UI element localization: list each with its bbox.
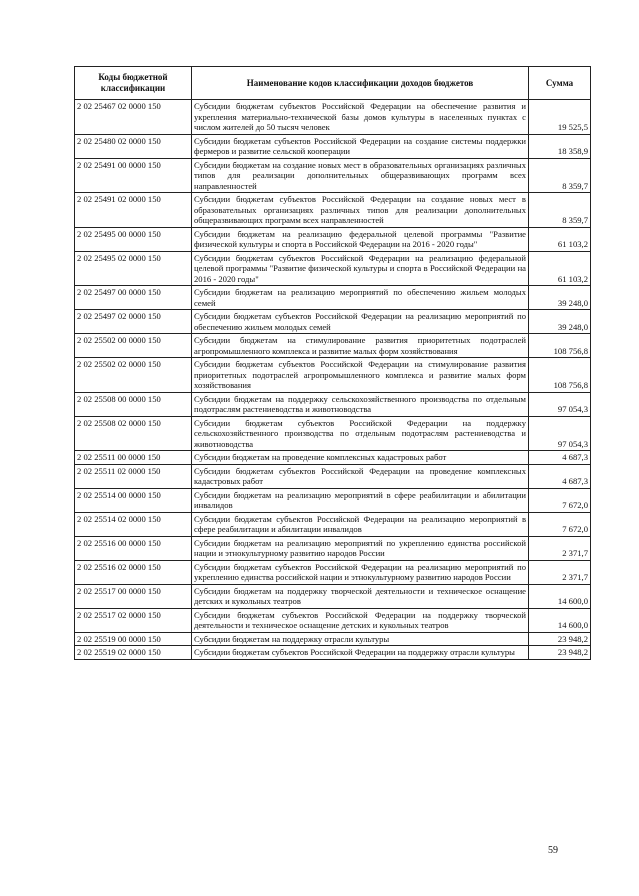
table-row bbox=[75, 251, 591, 286]
name-cell: Субсидии бюджетам на реализацию мероприятий по укреплению единства российской нации и этнокультурному развитию народов России bbox=[192, 536, 529, 560]
name-cell: Субсидии бюджетам субъектов Российской Федерации на создание системы поддержки фермеров и развитие сельской кооперации bbox=[192, 134, 529, 158]
name-cell: Субсидии бюджетам на реализацию федеральной целевой программы "Развитие физической культуры и спорта в Российской Федерации на 2016 - 2020 годы" bbox=[192, 227, 529, 251]
code-cell: 2 02 25508 02 0000 150 bbox=[75, 416, 192, 451]
name-cell: Субсидии бюджетам на реализацию мероприятий в сфере реабилитации и абилитации инвалидов bbox=[192, 488, 529, 512]
code-cell: 2 02 25519 02 0000 150 bbox=[75, 646, 192, 660]
name-cell: Субсидии бюджетам субъектов Российской Федерации на реализацию федеральной целевой программы "Развитие физической культуры и спорта в Российской Федерации на 2016 - 2020 годы" bbox=[192, 251, 529, 286]
name-cell: Субсидии бюджетам на проведение комплексных кадастровых работ bbox=[192, 451, 529, 465]
name-cell: Субсидии бюджетам субъектов Российской Федерации на реализацию мероприятий в сфере реабилитации и абилитации инвалидов bbox=[192, 512, 529, 536]
code-cell: 2 02 25516 02 0000 150 bbox=[75, 560, 192, 584]
sum-cell: 18 358,9 bbox=[529, 134, 591, 158]
sum-cell: 61 103,2 bbox=[529, 227, 591, 251]
name-cell: Субсидии бюджетам субъектов Российской Федерации на обеспечение развития и укрепления материально-технической базы домов культуры в населенных пунктах с числом жителей до 50 тысяч человек bbox=[192, 100, 529, 135]
name-cell: Субсидии бюджетам на реализацию мероприятий по обеспечению жильем молодых семей bbox=[192, 286, 529, 310]
sum-cell: 61 103,2 bbox=[529, 251, 591, 286]
budget-classification-table bbox=[74, 66, 591, 660]
code-cell: 2 02 25516 00 0000 150 bbox=[75, 536, 192, 560]
code-cell: 2 02 25511 00 0000 150 bbox=[75, 451, 192, 465]
header-name: Наименование кодов классификации доходов бюджетов bbox=[192, 67, 529, 100]
code-cell: 2 02 25491 02 0000 150 bbox=[75, 193, 192, 228]
table-row bbox=[75, 536, 591, 560]
code-cell: 2 02 25508 00 0000 150 bbox=[75, 392, 192, 416]
name-cell: Субсидии бюджетам на стимулирование развития приоритетных подотраслей агропромышленного комплекса и развитие малых форм хозяйствования bbox=[192, 334, 529, 358]
sum-cell: 23 948,2 bbox=[529, 646, 591, 660]
name-cell: Субсидии бюджетам субъектов Российской Федерации на стимулирование развития приоритетных подотраслей агропромышленного комплекса и развитие малых форм хозяйствования bbox=[192, 358, 529, 393]
code-cell: 2 02 25502 02 0000 150 bbox=[75, 358, 192, 393]
code-cell: 2 02 25467 02 0000 150 bbox=[75, 100, 192, 135]
table-header-row bbox=[75, 67, 591, 100]
code-cell: 2 02 25497 00 0000 150 bbox=[75, 286, 192, 310]
table-row bbox=[75, 416, 591, 451]
sum-cell: 108 756,8 bbox=[529, 334, 591, 358]
sum-cell: 39 248,0 bbox=[529, 310, 591, 334]
table-body bbox=[75, 100, 591, 660]
table-row bbox=[75, 227, 591, 251]
table-row bbox=[75, 134, 591, 158]
header-sum: Сумма bbox=[529, 67, 591, 100]
table-row bbox=[75, 512, 591, 536]
sum-cell: 108 756,8 bbox=[529, 358, 591, 393]
code-cell: 2 02 25517 02 0000 150 bbox=[75, 608, 192, 632]
table-row bbox=[75, 584, 591, 608]
document-page bbox=[74, 66, 590, 660]
sum-cell: 14 600,0 bbox=[529, 584, 591, 608]
table-row bbox=[75, 632, 591, 646]
table-row bbox=[75, 392, 591, 416]
sum-cell: 97 054,3 bbox=[529, 416, 591, 451]
name-cell: Субсидии бюджетам на поддержку творческой деятельности и техническое оснащение детских и кукольных театров bbox=[192, 584, 529, 608]
table-row bbox=[75, 310, 591, 334]
sum-cell: 7 672,0 bbox=[529, 512, 591, 536]
name-cell: Субсидии бюджетам субъектов Российской Федерации на реализацию мероприятий по обеспечению жильем молодых семей bbox=[192, 310, 529, 334]
table-row bbox=[75, 646, 591, 660]
sum-cell: 4 687,3 bbox=[529, 451, 591, 465]
code-cell: 2 02 25497 02 0000 150 bbox=[75, 310, 192, 334]
sum-cell: 4 687,3 bbox=[529, 464, 591, 488]
sum-cell: 39 248,0 bbox=[529, 286, 591, 310]
sum-cell: 23 948,2 bbox=[529, 632, 591, 646]
page-number: 59 bbox=[548, 845, 558, 856]
table-row bbox=[75, 158, 591, 193]
code-cell: 2 02 25511 02 0000 150 bbox=[75, 464, 192, 488]
table-row bbox=[75, 464, 591, 488]
code-cell: 2 02 25495 02 0000 150 bbox=[75, 251, 192, 286]
name-cell: Субсидии бюджетам субъектов Российской Федерации на поддержку отрасли культуры bbox=[192, 646, 529, 660]
name-cell: Субсидии бюджетам на поддержку отрасли культуры bbox=[192, 632, 529, 646]
code-cell: 2 02 25480 02 0000 150 bbox=[75, 134, 192, 158]
code-cell: 2 02 25514 02 0000 150 bbox=[75, 512, 192, 536]
table-row bbox=[75, 286, 591, 310]
table-row bbox=[75, 451, 591, 465]
name-cell: Субсидии бюджетам субъектов Российской Федерации на создание новых мест в образовательных организациях различных типов для реализации дополнительных общеразвивающих программ всех направленностей bbox=[192, 193, 529, 228]
table-row bbox=[75, 100, 591, 135]
name-cell: Субсидии бюджетам на поддержку сельскохозяйственного производства по отдельным подотраслям растениеводства и животноводства bbox=[192, 392, 529, 416]
sum-cell: 14 600,0 bbox=[529, 608, 591, 632]
table-row bbox=[75, 488, 591, 512]
code-cell: 2 02 25491 00 0000 150 bbox=[75, 158, 192, 193]
sum-cell: 7 672,0 bbox=[529, 488, 591, 512]
code-cell: 2 02 25502 00 0000 150 bbox=[75, 334, 192, 358]
code-cell: 2 02 25514 00 0000 150 bbox=[75, 488, 192, 512]
sum-cell: 2 371,7 bbox=[529, 560, 591, 584]
name-cell: Субсидии бюджетам субъектов Российской Федерации на реализацию мероприятий по укреплению единства российской нации и этнокультурному развитию народов России bbox=[192, 560, 529, 584]
sum-cell: 2 371,7 bbox=[529, 536, 591, 560]
name-cell: Субсидии бюджетам субъектов Российской Федерации на проведение комплексных кадастровых работ bbox=[192, 464, 529, 488]
table-row bbox=[75, 560, 591, 584]
code-cell: 2 02 25519 00 0000 150 bbox=[75, 632, 192, 646]
table-row bbox=[75, 193, 591, 228]
code-cell: 2 02 25517 00 0000 150 bbox=[75, 584, 192, 608]
sum-cell: 19 525,5 bbox=[529, 100, 591, 135]
table-row bbox=[75, 608, 591, 632]
sum-cell: 8 359,7 bbox=[529, 193, 591, 228]
name-cell: Субсидии бюджетам на создание новых мест в образовательных организациях различных типов для реализации дополнительных общеразвивающих программ всех направленностей bbox=[192, 158, 529, 193]
code-cell: 2 02 25495 00 0000 150 bbox=[75, 227, 192, 251]
header-code: Коды бюджетной классификации bbox=[75, 67, 192, 100]
sum-cell: 8 359,7 bbox=[529, 158, 591, 193]
name-cell: Субсидии бюджетам субъектов Российской Федерации на поддержку творческой деятельности и техническое оснащение детских и кукольных театров bbox=[192, 608, 529, 632]
sum-cell: 97 054,3 bbox=[529, 392, 591, 416]
name-cell: Субсидии бюджетам субъектов Российской Федерации на поддержку сельскохозяйственного производства по отдельным подотраслям растениеводства и животноводства bbox=[192, 416, 529, 451]
table-row bbox=[75, 334, 591, 358]
table-row bbox=[75, 358, 591, 393]
